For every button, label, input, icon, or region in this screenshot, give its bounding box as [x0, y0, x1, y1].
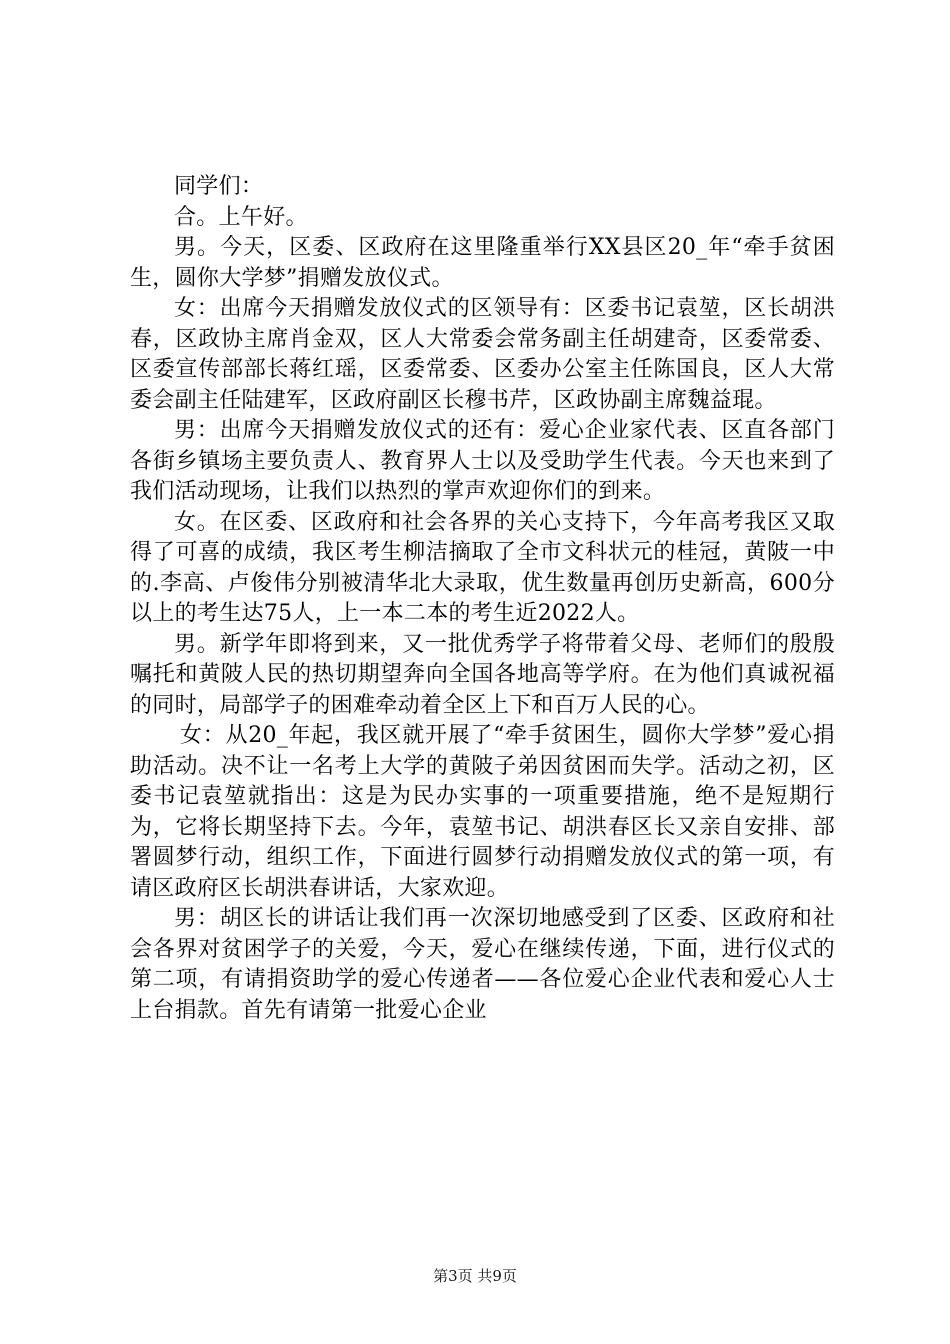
page-number-footer: 第3页 共9页 — [433, 1267, 517, 1285]
paragraph-female-exam-results: 女。在区委、区政府和社会各界的关心支持下，今年高考我区又取得了可喜的成绩，我区考生柳洁摘取了全市文科状元的桂冠，黄陂一中的.李高、卢俊伟分别被清华北大录取，优生数量再创历史新高，600分以上的考生达75人，上一本二本的考生近2022人。 — [130, 509, 835, 626]
paragraph-male-new-semester: 男。新学年即将到来，又一批优秀学子将带着父母、老师们的殷殷嘱托和黄陂人民的热切期望奔向全国各地高等学府。在为他们真诚祝福的同时，局部学子的困难牵动着全区上下和百万人民的心。 — [130, 631, 835, 718]
paragraph-female-activity: 女：从20_年起，我区就开展了“牵手贫困生，圆你大学梦”爱心捐助活动。决不让一名考上大学的黄陂子弟因贫困而失学。活动之初，区委书记袁堃就指出：这是为民办实事的一项重要措施，绝不是短期行为，它将长期坚持下去。今年，袁堃书记、胡洪春区长又亲自安排、部署圆梦行动，组织工作，下面进行圆梦行动捐赠发放仪式的第一项，有请区政府区长胡洪春讲话，大家欢迎。 — [130, 723, 835, 901]
paragraph-male-donation: 男：胡区长的讲话让我们再一次深切地感受到了区委、区政府和社会各界对贫困学子的关爱，今天，爱心在继续传递，下面，进行仪式的第二项，有请捐资助学的爱心传递者——各位爱心企业代表和爱心人士上台捐款。首先有请第一批爱心企业 — [130, 906, 835, 1023]
paragraph-female-leaders: 女：出席今天捐赠发放仪式的区领导有：区委书记袁堃，区长胡洪春，区政协主席肖金双，区人大常委会常务副主任胡建奇，区委常委、区委宣传部部长蒋红瑶，区委常委、区委办公室主任陈国良，区人大常委会副主任陆建军，区政府副区长穆书芹，区政协副主席魏益琨。 — [130, 296, 835, 413]
document-body — [130, 172, 835, 1026]
paragraph-male-guests: 男：出席今天捐赠发放仪式的还有：爱心企业家代表、区直各部门各街乡镇场主要负责人、教育界人士以及受助学生代表。今天也来到了我们活动现场，让我们以热烈的掌声欢迎你们的到来。 — [130, 418, 835, 504]
paragraph-male-opening: 男。今天，区委、区政府在这里隆重举行XX县区20_年“牵手贫困生，圆你大学梦”捐赠发放仪式。 — [130, 235, 835, 291]
paragraph-greeting-together: 合。上午好。 — [174, 204, 308, 230]
paragraph-greeting-students: 同学们： — [174, 174, 264, 199]
